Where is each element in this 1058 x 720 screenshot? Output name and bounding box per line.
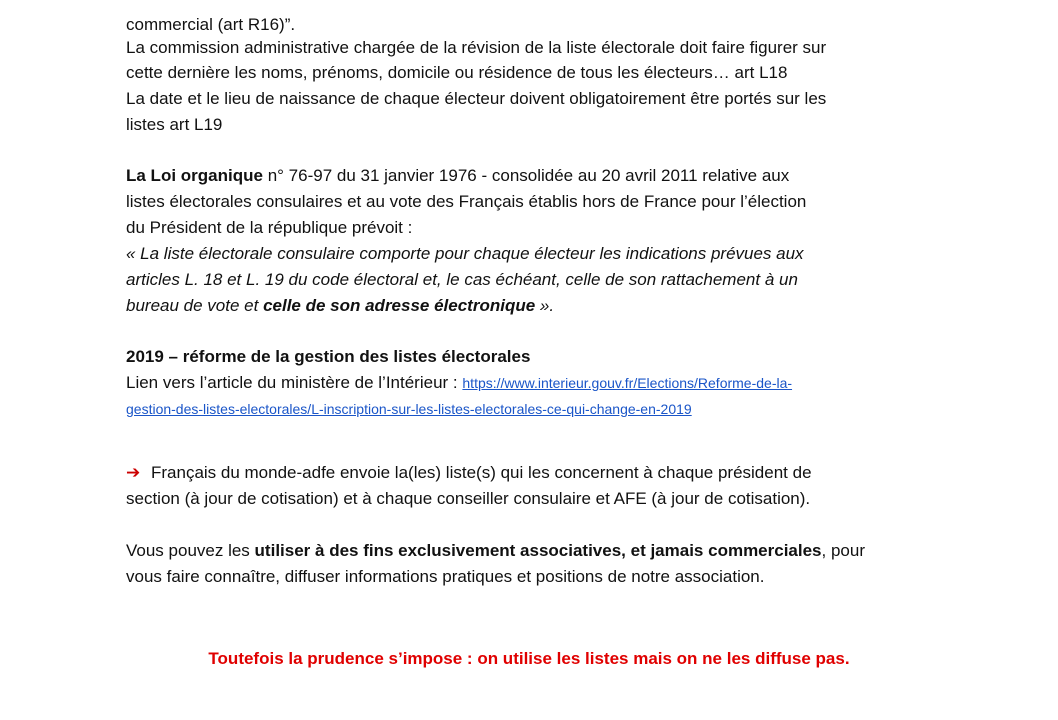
p1-line1: commercial (art R16)”.: [126, 15, 296, 34]
law-line2: listes électorales consulaires et au vote des Français établis hors de France pour l’élection: [126, 192, 807, 211]
law-line3: du Président de la république prévoit :: [126, 218, 413, 237]
usage-line1: [126, 538, 865, 564]
reform-heading: 2019 – réforme de la gestion des listes électorales: [126, 347, 531, 366]
reform-lead-line: [126, 370, 792, 396]
law-title: La Loi organique: [126, 166, 263, 185]
usage-line2: vous faire connaître, diffuser informations pratiques et positions de notre association.: [126, 567, 765, 586]
adfe-line2: section (à jour de cotisation) et à chaque conseiller consulaire et AFE (à jour de cotisation).: [126, 489, 811, 508]
adfe-text: Français du monde-adfe envoie la(les) liste(s) qui les concernent à chaque président de: [150, 463, 812, 482]
p1-line2: La commission administrative chargée de la révision de la liste électorale doit faire figurer sur: [126, 38, 827, 57]
arrow-icon: ➔: [126, 463, 141, 482]
law-reference: n° 76-97 du 31 janvier 1976 - consolidée au 20 avril 2011 relative aux: [267, 166, 790, 185]
usage-emphasis: utiliser à des fins exclusivement associatives, et jamais commerciales: [254, 541, 822, 560]
quote-emphasis: celle de son adresse électronique: [263, 296, 536, 315]
p1-line3: cette dernière les noms, prénoms, domicile ou résidence de tous les électeurs… art L18: [126, 63, 788, 82]
quote-line2: articles L. 18 et L. 19 du code électoral et, le cas échéant, celle de son rattachement à un: [126, 270, 798, 289]
quote-line1: « La liste électorale consulaire comporte pour chaque électeur les indications prévues aux: [126, 244, 804, 263]
reform-lead: Lien vers l’article du ministère de l’Intérieur :: [126, 373, 458, 392]
quote-text: bureau de vote et: [126, 296, 259, 315]
usage-intro: Vous pouvez les: [126, 541, 250, 560]
quote-end: ».: [539, 296, 555, 315]
warning-note: Toutefois la prudence s’impose : on utilise les listes mais on ne les diffuse pas.: [208, 649, 850, 668]
p1-line4: La date et le lieu de naissance de chaque électeur doivent obligatoirement être portés sur les: [126, 89, 827, 108]
reform-link-line2: [126, 396, 692, 422]
ministry-link-part1[interactable]: https://www.interieur.gouv.fr/Elections/Reforme-de-la-: [462, 375, 793, 391]
adfe-line1: [126, 460, 812, 486]
usage-end: , pour: [821, 541, 865, 560]
quote-line3: [126, 293, 554, 319]
p1-line5: listes art L19: [126, 115, 223, 134]
ministry-link-part2[interactable]: gestion-des-listes-electorales/L-inscription-sur-les-listes-electorales-ce-qui-change-en-2019: [126, 401, 692, 417]
law-line1: [126, 163, 789, 189]
